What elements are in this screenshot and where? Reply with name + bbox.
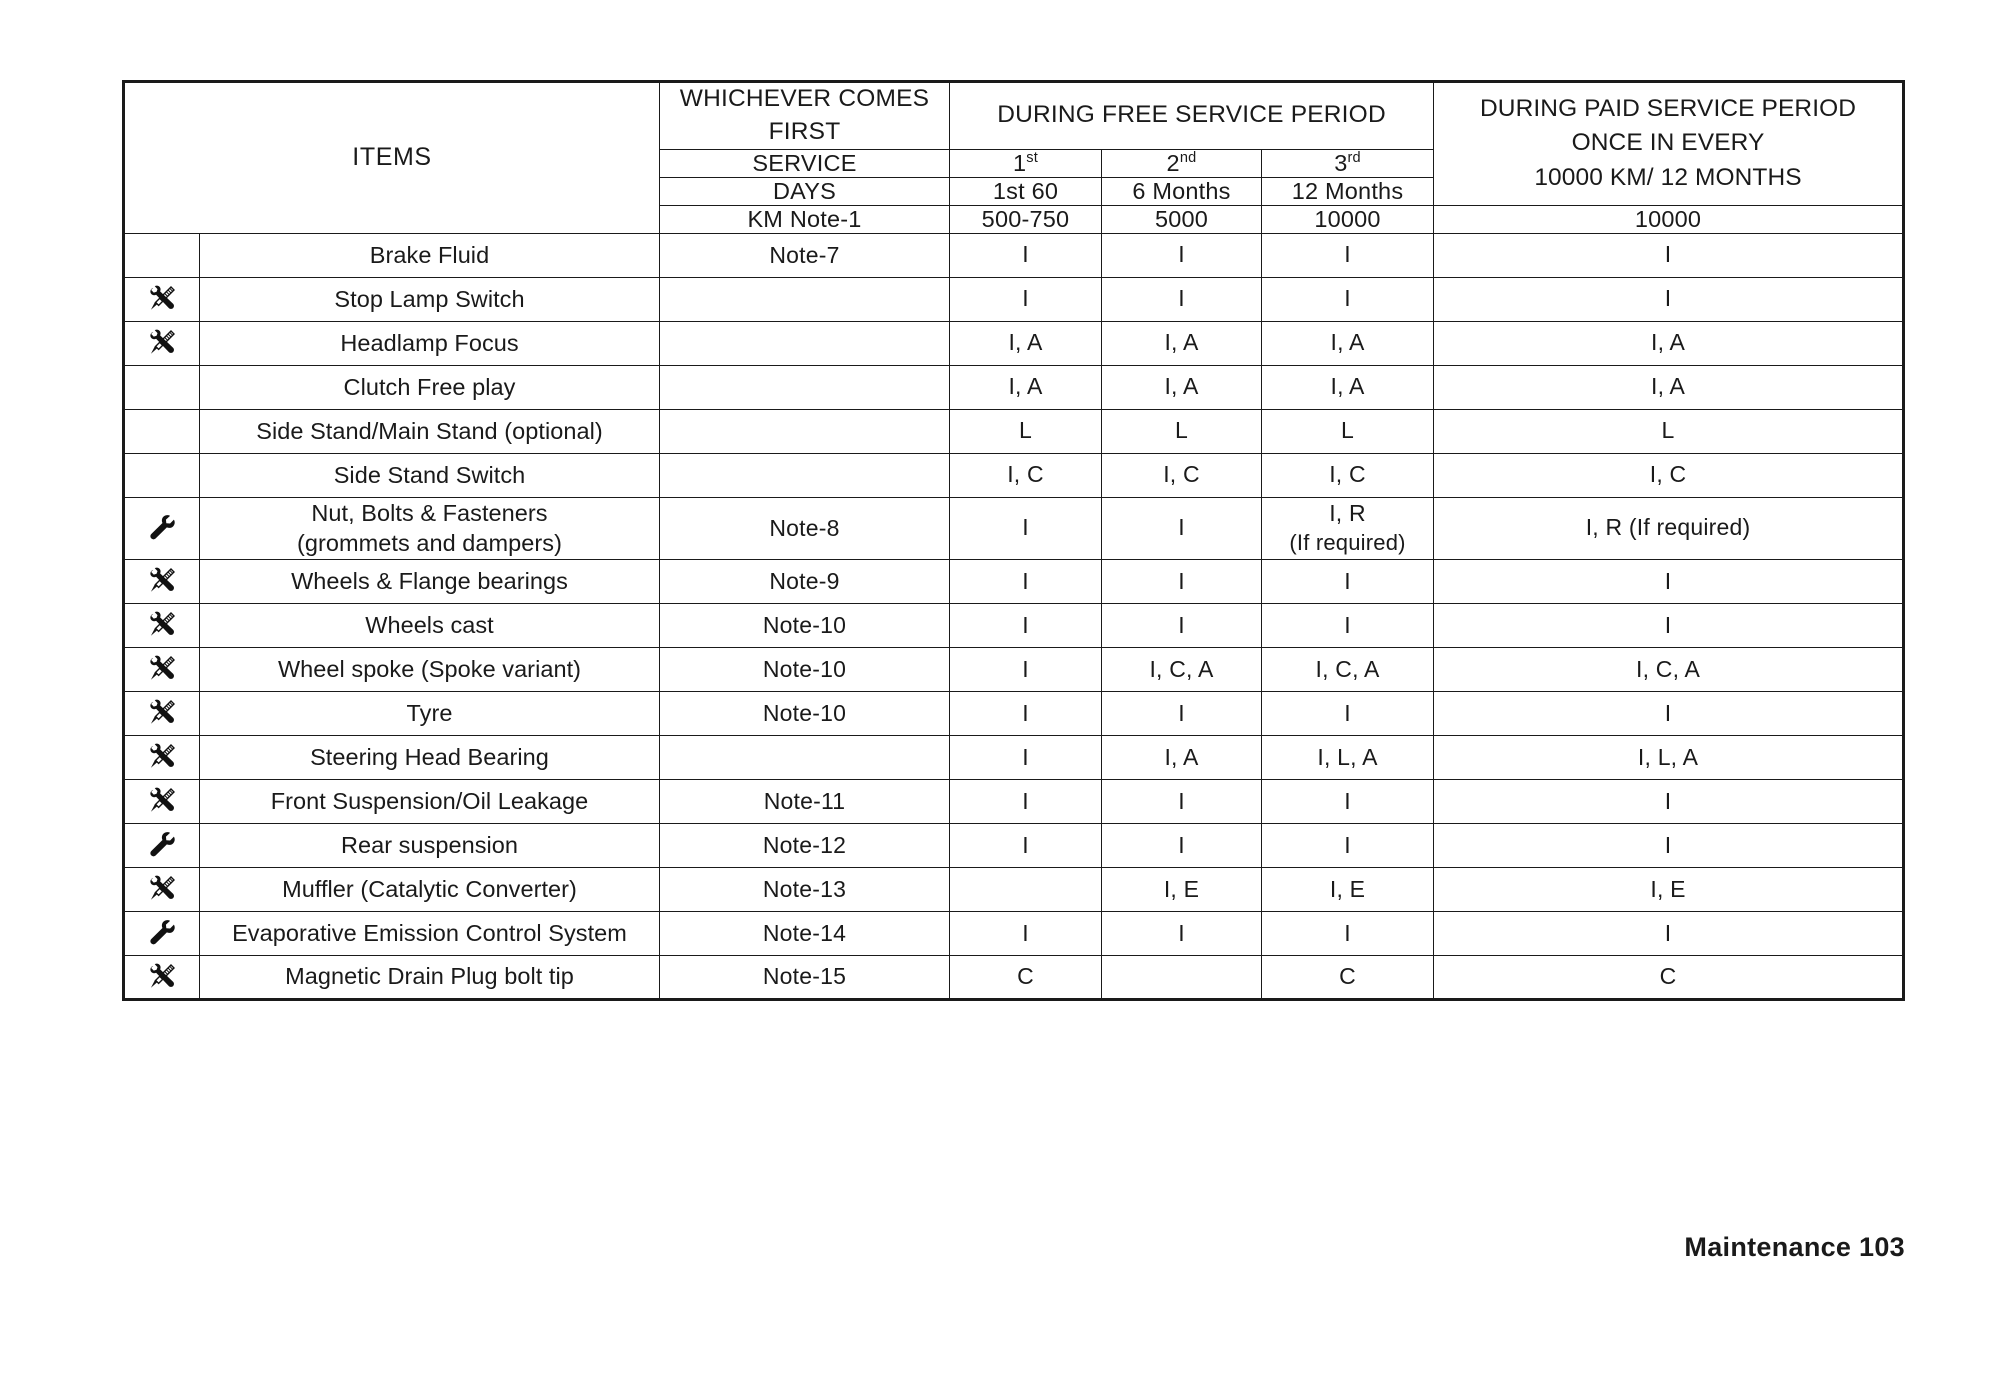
row-value-s1-main: I: [1022, 919, 1029, 946]
row-value-s3: [1262, 911, 1434, 955]
row-value-s2: [1102, 867, 1262, 911]
row-value-s1-main: I, A: [1008, 329, 1043, 356]
row-value-s2: [1102, 365, 1262, 409]
row-value-s3-main: I, A: [1330, 329, 1365, 356]
row-value-s3: [1262, 409, 1434, 453]
header-service-3rd: [1262, 149, 1434, 177]
row-value-s1-main: I: [1022, 655, 1029, 682]
header-row-1: [124, 82, 1904, 150]
header-service-1st: [950, 149, 1102, 177]
row-value-s3: [1262, 453, 1434, 497]
row-value-s1-main: I, A: [1008, 373, 1043, 400]
crossed-tools-icon: [147, 786, 177, 816]
table-body: [124, 233, 1904, 999]
row-value-s2-main: I: [1178, 285, 1185, 312]
row-value-paid-main: I, L, A: [1637, 743, 1699, 770]
row-item-label: Side Stand Switch: [200, 453, 660, 497]
paid-line-2: ONCE IN EVERY: [1571, 129, 1765, 157]
row-value-s3: [1262, 647, 1434, 691]
row-value-s1-main: C: [1017, 963, 1034, 990]
row-item-label: Steering Head Bearing: [200, 735, 660, 779]
row-value-s1: [950, 647, 1102, 691]
row-value-s2: [1102, 559, 1262, 603]
row-value-s3-main: I, E: [1329, 875, 1366, 902]
row-value-paid: [1434, 691, 1904, 735]
table-row: [124, 497, 1904, 559]
row-value-paid: [1434, 823, 1904, 867]
row-service-note: Note-15: [660, 955, 950, 999]
header-km-3rd: 10000: [1262, 205, 1434, 233]
row-value-s3-main: I: [1344, 567, 1351, 594]
row-service-note: [660, 735, 950, 779]
table-row: [124, 453, 1904, 497]
row-value-s1: [950, 779, 1102, 823]
paid-line-3: 10000 KM/ 12 MONTHS: [1534, 164, 1802, 192]
row-service-note: Note-10: [660, 603, 950, 647]
row-value-s1: [950, 365, 1102, 409]
row-value-s1: [950, 955, 1102, 999]
row-value-s3: [1262, 497, 1434, 559]
row-icon-cell: [124, 497, 200, 559]
table-row: [124, 647, 1904, 691]
row-icon-cell: [124, 277, 200, 321]
row-value-paid: [1434, 365, 1904, 409]
row-value-s3: [1262, 559, 1434, 603]
row-value-s2-main: I: [1178, 699, 1185, 726]
row-service-note: Note-12: [660, 823, 950, 867]
row-value-s2: [1102, 911, 1262, 955]
row-service-note: [660, 409, 950, 453]
service-1-ord: st: [1026, 149, 1038, 166]
service-3-ord: rd: [1347, 149, 1361, 166]
row-icon-cell: [124, 691, 200, 735]
row-value-s3-main: I: [1344, 831, 1351, 858]
row-value-paid-main: I: [1664, 567, 1672, 594]
service-3-num: 3: [1334, 149, 1348, 176]
row-value-paid: [1434, 559, 1904, 603]
row-icon-cell: [124, 409, 200, 453]
row-value-s1-main: I, C: [1007, 461, 1044, 488]
row-value-s1-main: I: [1022, 567, 1029, 594]
row-value-paid: [1434, 867, 1904, 911]
row-item-label: Rear suspension: [200, 823, 660, 867]
row-item-label: Nut, Bolts & Fasteners (grommets and dampers): [200, 497, 660, 559]
row-value-s1: [950, 497, 1102, 559]
row-value-s1-main: I: [1022, 241, 1029, 268]
row-item-label: Evaporative Emission Control System: [200, 911, 660, 955]
row-service-note: [660, 365, 950, 409]
row-value-paid: [1434, 409, 1904, 453]
row-value-s3-main: I: [1344, 611, 1351, 638]
row-icon-cell: [124, 453, 200, 497]
row-value-paid-main: I: [1664, 831, 1672, 858]
row-value-s3-main: I, L, A: [1317, 743, 1378, 770]
row-value-s1: [950, 559, 1102, 603]
row-item-label: Wheels & Flange bearings: [200, 559, 660, 603]
row-item-label: Headlamp Focus: [200, 321, 660, 365]
table-header: [124, 82, 1904, 234]
row-value-paid-main: I, A: [1651, 329, 1686, 356]
row-value-s2: [1102, 823, 1262, 867]
row-value-s2-main: I: [1178, 831, 1185, 858]
crossed-tools-icon: [147, 284, 177, 314]
row-value-s1: [950, 867, 1102, 911]
row-value-s3: [1262, 233, 1434, 277]
row-item-label: Tyre: [200, 691, 660, 735]
row-value-paid: [1434, 647, 1904, 691]
row-icon-cell: [124, 559, 200, 603]
header-days-1st: 1st 60: [950, 177, 1102, 205]
row-service-note: [660, 321, 950, 365]
row-value-s2-main: I, A: [1164, 743, 1199, 770]
row-value-paid-main: I: [1664, 241, 1672, 268]
header-service-2nd: [1102, 149, 1262, 177]
header-days-3rd: 12 Months: [1262, 177, 1434, 205]
row-service-note: Note-13: [660, 867, 950, 911]
row-value-paid: [1434, 735, 1904, 779]
row-value-paid: [1434, 277, 1904, 321]
row-value-s1: [950, 603, 1102, 647]
row-value-paid-main: I: [1664, 919, 1672, 946]
row-value-s1-main: L: [1019, 417, 1032, 444]
row-value-s3-main: I, C: [1329, 461, 1366, 488]
crossed-tools-icon: [147, 654, 177, 684]
table-row: [124, 955, 1904, 999]
maintenance-schedule-table-container: [122, 80, 1902, 1001]
row-value-s3-main: I: [1344, 285, 1351, 312]
table-row: [124, 365, 1904, 409]
row-value-s3: [1262, 321, 1434, 365]
header-days-label: DAYS: [660, 177, 950, 205]
row-value-s2: [1102, 321, 1262, 365]
row-value-s1: [950, 735, 1102, 779]
row-value-s3: [1262, 955, 1434, 999]
crossed-tools-icon: [147, 698, 177, 728]
service-2-ord: nd: [1179, 149, 1197, 166]
row-value-s1: [950, 277, 1102, 321]
row-value-paid: [1434, 233, 1904, 277]
table-row: [124, 779, 1904, 823]
row-value-s3-main: I: [1344, 699, 1351, 726]
row-value-s2: [1102, 409, 1262, 453]
row-icon-cell: [124, 647, 200, 691]
row-icon-cell: [124, 823, 200, 867]
row-value-paid-main: I, R (If required): [1585, 514, 1751, 541]
row-value-s2: [1102, 453, 1262, 497]
row-icon-cell: [124, 735, 200, 779]
row-value-paid-main: I: [1664, 285, 1672, 312]
row-item-label: Wheels cast: [200, 603, 660, 647]
row-value-s2-main: I: [1178, 514, 1185, 541]
row-value-s1: [950, 911, 1102, 955]
row-value-s2-main: I: [1178, 241, 1185, 268]
header-during-free-service-period: DURING FREE SERVICE PERIOD: [950, 82, 1434, 150]
row-item-label: Magnetic Drain Plug bolt tip: [200, 955, 660, 999]
header-km-paid: 10000: [1434, 205, 1904, 233]
row-value-s3-main: I, A: [1330, 373, 1365, 400]
row-value-s3: [1262, 277, 1434, 321]
row-value-s3: [1262, 735, 1434, 779]
row-value-s2-main: I: [1178, 611, 1185, 638]
row-item-label: Side Stand/Main Stand (optional): [200, 409, 660, 453]
row-value-s2-main: I, E: [1163, 875, 1200, 902]
row-service-note: Note-10: [660, 691, 950, 735]
row-item-label: Clutch Free play: [200, 365, 660, 409]
maintenance-schedule-table: [122, 80, 1905, 1001]
row-value-paid: [1434, 603, 1904, 647]
row-value-s1-main: I: [1022, 743, 1029, 770]
row-value-s2-main: I: [1178, 919, 1185, 946]
row-value-s3: [1262, 603, 1434, 647]
table-row: [124, 603, 1904, 647]
table-row: [124, 823, 1904, 867]
row-value-s3-main: C: [1339, 963, 1356, 990]
row-icon-cell: [124, 321, 200, 365]
row-value-paid: [1434, 779, 1904, 823]
crossed-tools-icon: [147, 962, 177, 992]
crossed-tools-icon: [147, 328, 177, 358]
row-value-s2: [1102, 233, 1262, 277]
row-service-note: [660, 277, 950, 321]
row-value-s3-main: I, R: [1329, 500, 1366, 527]
row-item-label: Brake Fluid: [200, 233, 660, 277]
row-value-paid-main: I: [1664, 787, 1672, 814]
row-value-s2-main: I, C, A: [1149, 655, 1214, 682]
header-items: ITEMS: [124, 82, 660, 234]
row-value-s1-main: I: [1022, 285, 1029, 312]
row-value-s1: [950, 321, 1102, 365]
row-item-label: Muffler (Catalytic Converter): [200, 867, 660, 911]
row-value-paid-main: I, C, A: [1636, 655, 1701, 682]
row-value-s1: [950, 823, 1102, 867]
service-1-num: 1: [1012, 149, 1027, 176]
wrench-icon: [147, 918, 177, 948]
wrench-icon: [147, 513, 177, 543]
table-row: [124, 233, 1904, 277]
crossed-tools-icon: [147, 742, 177, 772]
row-value-paid-main: I, C: [1649, 461, 1687, 488]
row-value-s1: [950, 233, 1102, 277]
row-value-paid-main: I, A: [1651, 373, 1686, 400]
row-value-s2-main: I, A: [1164, 329, 1199, 356]
table-row: [124, 735, 1904, 779]
header-km-1st: 500-750: [950, 205, 1102, 233]
row-service-note: [660, 453, 950, 497]
row-icon-cell: [124, 365, 200, 409]
row-value-paid-main: L: [1661, 417, 1675, 444]
row-value-s2: [1102, 779, 1262, 823]
row-value-s2: [1102, 647, 1262, 691]
page-footer: Maintenance 103: [1684, 1232, 1905, 1262]
table-row: [124, 321, 1904, 365]
row-value-s1: [950, 691, 1102, 735]
row-value-s3-main: I: [1344, 919, 1351, 946]
row-value-paid: [1434, 911, 1904, 955]
header-service-label: SERVICE: [660, 149, 950, 177]
row-value-s1-main: I: [1022, 787, 1029, 814]
row-service-note: Note-11: [660, 779, 950, 823]
wrench-icon: [147, 830, 177, 860]
row-value-s2: [1102, 735, 1262, 779]
row-value-s3-main: I, C, A: [1315, 655, 1380, 682]
table-row: [124, 559, 1904, 603]
row-value-paid: [1434, 321, 1904, 365]
row-icon-cell: [124, 233, 200, 277]
paid-line-1: DURING PAID SERVICE PERIOD: [1479, 94, 1857, 122]
row-value-s2-main: I, A: [1164, 373, 1199, 400]
row-value-s1-main: I: [1022, 514, 1029, 541]
table-row: [124, 911, 1904, 955]
crossed-tools-icon: [147, 566, 177, 596]
row-value-s2-main: I: [1178, 567, 1185, 594]
header-km-label: KM Note-1: [660, 205, 950, 233]
row-value-s1-main: I: [1022, 611, 1029, 638]
row-value-s1: [950, 409, 1102, 453]
row-service-note: Note-14: [660, 911, 950, 955]
row-service-note: Note-9: [660, 559, 950, 603]
table-row: [124, 277, 1904, 321]
table-row: [124, 867, 1904, 911]
row-value-paid-main: I: [1664, 699, 1672, 726]
row-value-s1-main: I: [1022, 699, 1029, 726]
table-row: [124, 409, 1904, 453]
row-icon-cell: [124, 955, 200, 999]
row-value-s3-main: L: [1341, 417, 1355, 444]
header-whichever-comes-first: WHICHEVER COMES FIRST: [660, 82, 950, 150]
row-value-s2: [1102, 277, 1262, 321]
row-value-s1-main: I: [1022, 831, 1029, 858]
row-value-s2: [1102, 955, 1262, 999]
header-days-2nd: 6 Months: [1102, 177, 1262, 205]
row-value-s3-main: I: [1344, 241, 1351, 268]
service-2-num: 2: [1166, 149, 1180, 176]
row-value-paid: [1434, 453, 1904, 497]
row-icon-cell: [124, 867, 200, 911]
row-value-s3: [1262, 365, 1434, 409]
header-during-paid-service-period: [1434, 82, 1904, 206]
row-service-note: Note-10: [660, 647, 950, 691]
row-value-paid-main: C: [1659, 963, 1677, 990]
row-value-paid-main: I: [1664, 611, 1672, 638]
row-service-note: Note-7: [660, 233, 950, 277]
row-value-s2: [1102, 691, 1262, 735]
row-value-s1: [950, 453, 1102, 497]
row-value-s2-main: I: [1178, 787, 1185, 814]
row-item-label: Stop Lamp Switch: [200, 277, 660, 321]
row-value-s3: [1262, 823, 1434, 867]
row-icon-cell: [124, 603, 200, 647]
row-value-s2: [1102, 603, 1262, 647]
row-value-paid-main: I, E: [1650, 875, 1686, 902]
row-value-s2-main: I, C: [1163, 461, 1200, 488]
header-km-2nd: 5000: [1102, 205, 1262, 233]
row-value-s3-main: I: [1344, 787, 1351, 814]
row-value-s3: [1262, 779, 1434, 823]
row-value-s3: [1262, 691, 1434, 735]
row-value-s3-sub: (If required): [1289, 529, 1406, 555]
row-value-s3: [1262, 867, 1434, 911]
row-value-paid: [1434, 497, 1904, 559]
row-item-label: Wheel spoke (Spoke variant): [200, 647, 660, 691]
table-row: [124, 691, 1904, 735]
row-icon-cell: [124, 911, 200, 955]
row-value-s2-main: L: [1175, 417, 1188, 444]
crossed-tools-icon: [147, 874, 177, 904]
row-value-paid: [1434, 955, 1904, 999]
row-service-note: Note-8: [660, 497, 950, 559]
row-icon-cell: [124, 779, 200, 823]
row-item-label: Front Suspension/Oil Leakage: [200, 779, 660, 823]
row-value-s2: [1102, 497, 1262, 559]
crossed-tools-icon: [147, 610, 177, 640]
